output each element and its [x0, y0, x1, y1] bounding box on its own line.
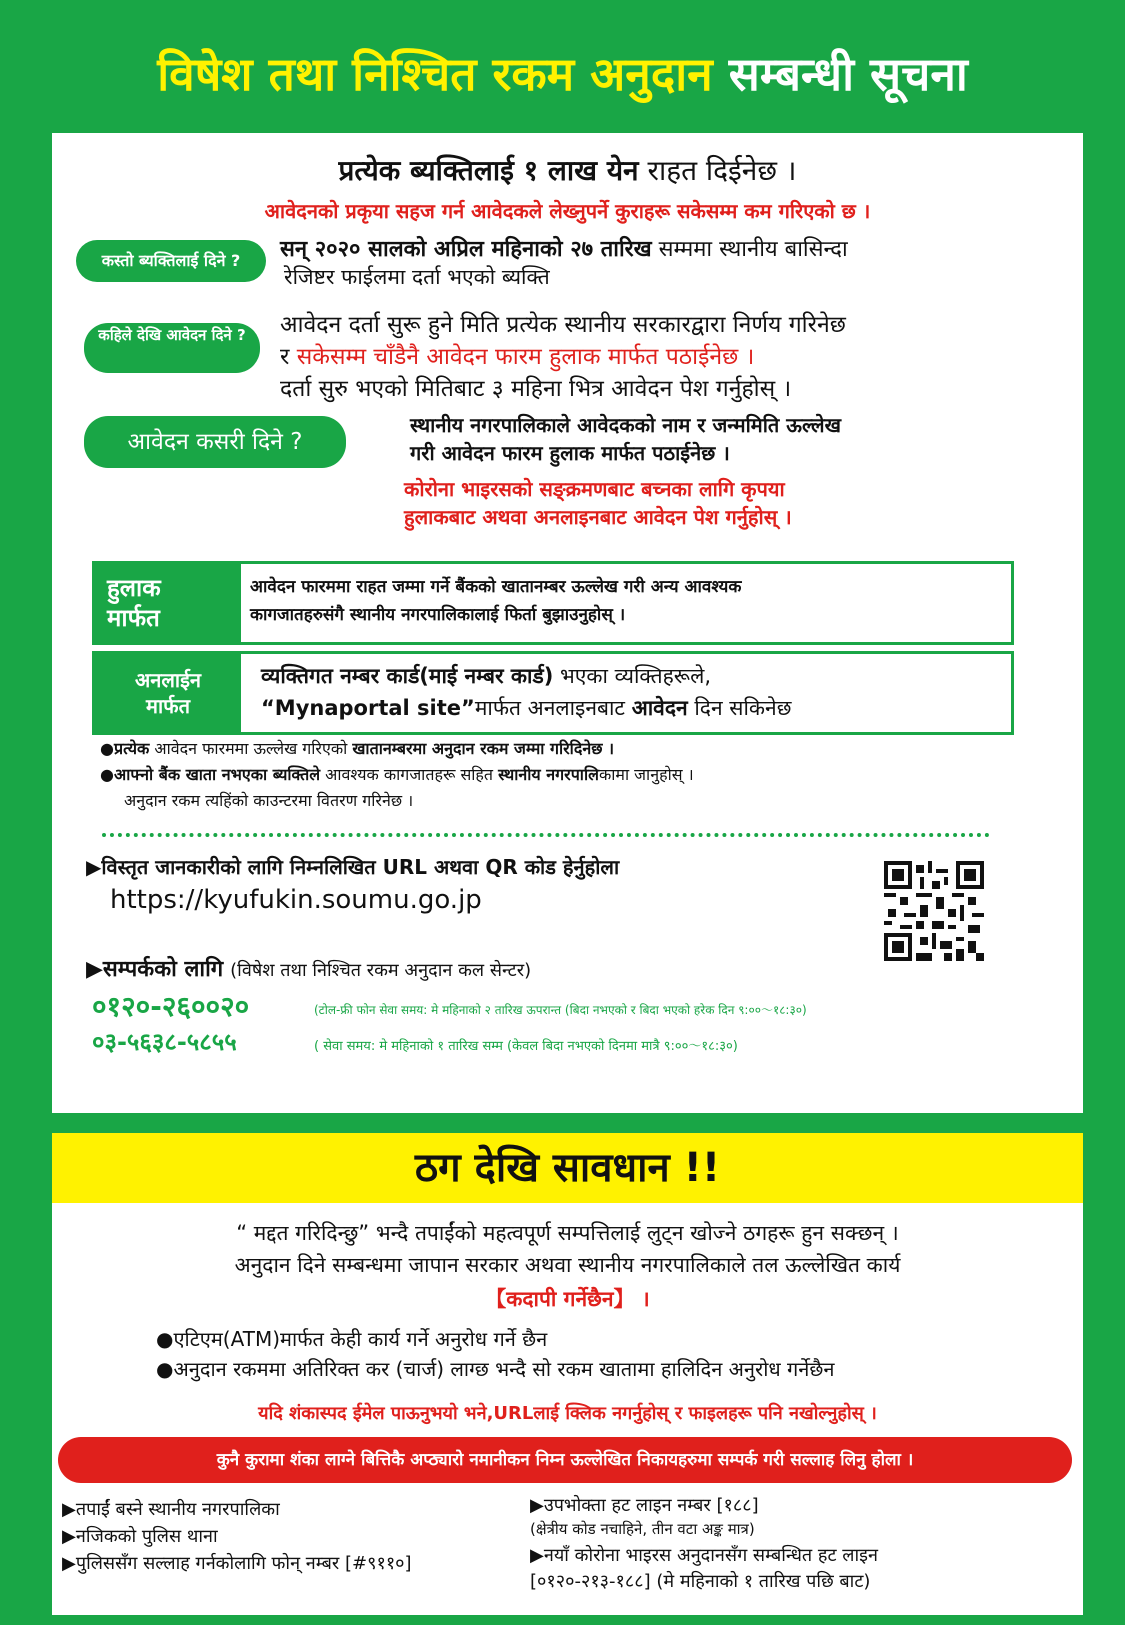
online-box [92, 651, 1014, 735]
how-line4: हुलाकबाट अथवा अनलाइनबाट आवेदन पेश गर्नुहोस् । [404, 505, 792, 529]
note-2-r2: कामा जानुहोस् । [598, 765, 694, 784]
contact-local-office: ▶तपाईं बस्ने स्थानीय नगरपालिका [62, 1499, 280, 1520]
when-line3: दर्ता सुरु भएको मितिबाट ३ महिना भित्र आवेदन पेश गर्नुहोस् । [280, 376, 792, 402]
consumer-hotline-note: (क्षेत्रीय कोड नचाहिने, तीन वटा अङ्क मात्र) [530, 1520, 755, 1538]
postal-line2: कागजातहरुसंगै स्थानीय नगरपालिकालाई फिर्ता बुझाउनुहोस् । [250, 605, 626, 625]
note-2-r1: आवश्यक कागजातहरू सहित [325, 765, 494, 784]
note-2-line2: अनुदान रकम त्यहिंको काउन्टरमा वितरण गरिनेछ । [124, 791, 414, 810]
warning-bullet-1: ●एटिएम(ATM)मार्फत केही कार्य गर्ने अनुरोध गर्ने छैन [156, 1327, 548, 1351]
when-line1: आवेदन दर्ता सुरू हुने मिति प्रत्येक स्थानीय सरकारद्वारा निर्णय गरिनेछ [280, 312, 846, 338]
qr-code-icon[interactable] [884, 861, 984, 961]
how-label: आवेदन कसरी दिने ? [84, 416, 346, 468]
consult-banner: कुनै कुरामा शंका लाग्ने बित्तिकै अप्ठ्यारो नमानीकन निम्न ऊल्लेखित निकायहरुमा सम्पर्क गरी सल्लाह लिनु होला । [58, 1437, 1072, 1483]
contact-police-phone: ▶पुलिससँग सल्लाह गर्नकोलागि फोन् नम्बर [#९११०] [62, 1553, 412, 1574]
online-line2-end: दिन सकिनेछ [694, 696, 792, 720]
contact-police-station: ▶नजिकको पुलिस थाना [62, 1526, 218, 1547]
phone-1[interactable]: ०१२०-२६००२० [92, 990, 250, 1023]
online-label-1: अनलाईन [134, 668, 202, 692]
headline-bold: प्रत्येक ब्यक्तिलाई १ लाख येन [338, 154, 639, 187]
how-line1: स्थानीय नगरपालिकाले आवेदकको नाम र जन्ममिति ऊल्लेख [410, 413, 841, 437]
when-label: कहिले देखि आवेदन दिने ? [84, 323, 260, 373]
email-warning: यदि शंकास्पद ईमेल पाऊनुभयो भने,URLलाई क्लिक नगर्नुहोस् र फाइलहरू पनि नखोल्नुहोस् । [258, 1403, 877, 1424]
note-2: ●आफ्नो बैंक खाता नभएका ब्यक्तिले आवश्यक कागजातहरू सहित स्थानीय नगरपालिकामा जानुहोस् । [100, 765, 694, 784]
phone-1-note: (टोल-फ्री फोन सेवा समय: मे महिनाको २ तारिख ऊपरान्त (बिदा नभएको र बिदा भएको हरेक दिन ९:००～१८:३०) [314, 1003, 807, 1017]
postal-box [92, 561, 1014, 645]
warning-p2: अनुदान दिने सम्बन्धमा जापान सरकार अथवा स्थानीय नगरपालिकाले तल ऊल्लेखित कार्य [234, 1253, 901, 1277]
dotted-divider [102, 833, 990, 837]
warning-p1: “ मद्दत गरिदिन्छु” भन्दै तपाईंको महत्वपूर्ण सम्पत्तिलाई लुट्न खोज्ने ठगहरू हुन सक्छन् । [236, 1221, 899, 1245]
corona-hotline: ▶नयाँ कोरोना भाइरस अनुदानसँग सम्बन्धित हट लाइन [530, 1545, 878, 1566]
note-1: ●प्रत्येक आवेदन फारममा ऊल्लेख गरिएको खातानम्बरमा अनुदान रकम जम्मा गरिदिनेछ । [100, 739, 615, 758]
title-part2: सम्बन्धी सूचना [728, 47, 968, 101]
note-1-b2: खातानम्बरमा अनुदान रकम जम्मा गरिदिनेछ । [352, 739, 615, 758]
who-line2: रेजिष्टर फाईलमा दर्ता भएको ब्यक्ति [284, 265, 550, 289]
online-label-2: मार्फत [146, 694, 190, 718]
more-info-text: ▶विस्तृत जानकारीको लागि निम्नलिखित URL अथवा QR कोड हेर्नुहोला [86, 855, 620, 879]
more-info-url[interactable]: https://kyufukin.soumu.go.jp [110, 885, 482, 915]
info-panel [52, 133, 1083, 1113]
consumer-hotline: ▶उपभोक्ता हट लाइन नम्बर [१८८] [530, 1495, 759, 1516]
title-part1: विषेश तथा निश्चित रकम अनुदान [157, 47, 713, 101]
online-line1-rest: भएका व्यक्तिहरूले, [559, 664, 712, 688]
online-label [95, 654, 241, 732]
note-1-b1: प्रत्येक [113, 739, 150, 758]
online-line2-bold2: आवेदन [631, 696, 688, 720]
online-line1 [261, 662, 711, 690]
who-line1 [280, 233, 848, 263]
page-title [0, 42, 1125, 104]
when-line2-red: सकेसम्म चाँडैनै आवेदन फारम हुलाक मार्फत पठाईनेछ । [296, 344, 755, 370]
phone-2[interactable]: ०३-५६३८-५८५५ [92, 1028, 237, 1056]
how-line3: कोरोना भाइरसको सङ्क्रमणबाट बच्नका लागि कृपया [404, 477, 785, 501]
online-line2-mid: मार्फत अनलाइनबाट [474, 696, 626, 720]
subline: आवेदनको प्रकृया सहज गर्न आवेदकले लेख्नुपर्ने कुराहरू सकेसम्म कम गरिएको छ । [264, 199, 871, 223]
note-2-b1: आफ्नो बैंक खाता नभएका ब्यक्तिले [113, 765, 321, 784]
postal-label [95, 564, 241, 642]
when-line2 [280, 339, 754, 371]
who-label: कस्तो ब्यक्तिलाई दिने ? [76, 240, 266, 282]
who-line1-rest: सम्ममा स्थानीय बासिन्दा [658, 237, 848, 262]
warning-p3: 【कदापी गर्नेछैन】 । [485, 1287, 650, 1311]
when-line2-prefix: र [280, 344, 290, 370]
headline [52, 151, 1083, 189]
warning-title: ठग देखि सावधान !! [52, 1133, 1083, 1203]
online-line2 [261, 694, 791, 722]
note-1-r1: आवेदन फारममा ऊल्लेख गरिएको [154, 739, 348, 758]
contact-line [86, 953, 531, 983]
who-line1-bold: सन् २०२० सालको अप्रिल महिनाको २७ तारिख [280, 237, 652, 262]
how-line2: गरी आवेदन फारम हुलाक मार्फत पठाईनेछ । [410, 441, 730, 465]
postal-line1: आवेदन फारममा राहत जम्मा गर्ने बैंकको खातानम्बर ऊल्लेख गरी अन्य आवश्यक [250, 577, 742, 597]
postal-label-2: मार्फत [107, 604, 160, 632]
contact-label: ▶सम्पर्कको लागि [86, 957, 224, 982]
note-2-b2: स्थानीय नगरपालि [498, 765, 599, 784]
phone-2-note: ( सेवा समय: मे महिनाको १ तारिख सम्म (केवल बिदा नभएको दिनमा मात्रै ९:००～१८:३०) [314, 1039, 738, 1054]
postal-label-1: हुलाक [107, 574, 161, 602]
online-line1-bold: व्यक्तिगत नम्बर कार्ड(माई नम्बर कार्ड) [261, 664, 554, 688]
headline-rest: राहत दिईनेछ । [647, 154, 797, 187]
warning-bullet-2: ●अनुदान रकममा अतिरिक्त कर (चार्ज) लाग्छ भन्दै सो रकम खातामा हालिदिन अनुरोध गर्नेछैन [156, 1357, 835, 1381]
contact-center: (विषेश तथा निश्चित रकम अनुदान कल सेन्टर) [230, 960, 532, 981]
online-line2-bold: “Mynaportal site” [261, 696, 475, 720]
warning-panel [52, 1203, 1083, 1615]
corona-hotline-number: [०१२०-२१३-१८८] (मे महिनाको १ तारिख पछि बाट) [530, 1571, 871, 1592]
